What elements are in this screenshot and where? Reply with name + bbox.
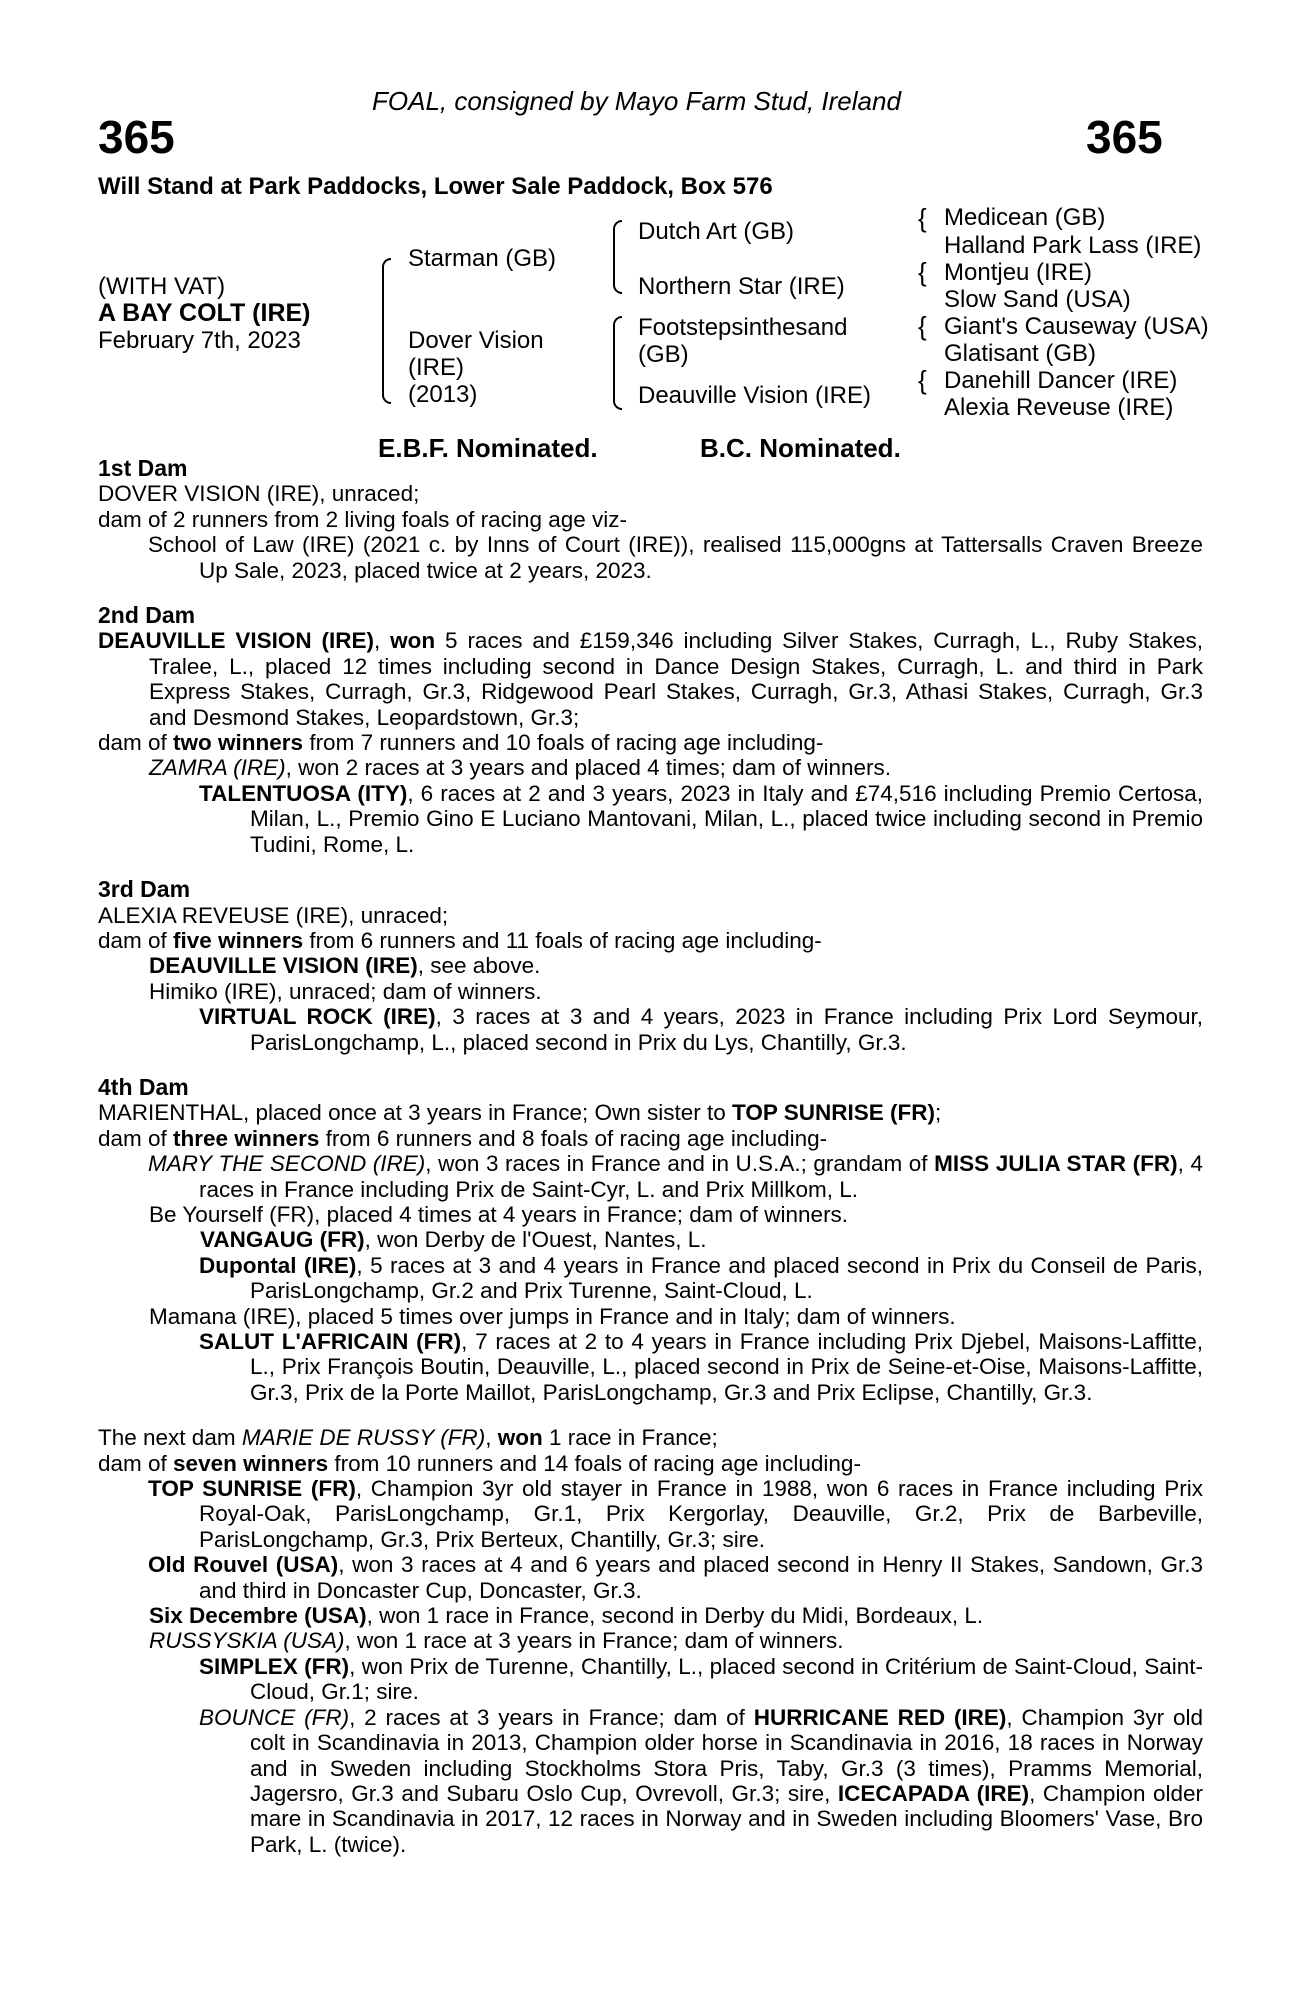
produce-simplex: SIMPLEX (FR), won Prix de Turenne, Chantilly, L., placed second in Critérium de Saint-Cloud, Saint-Cloud, Gr.1; sire. [199, 1653, 1203, 1705]
next-dam-line: The next dam MARIE DE RUSSY (FR), won 1 race in France; [98, 1425, 718, 1451]
dam-name-2: (IRE) [408, 354, 464, 381]
sire-dam-dam: Slow Sand (USA) [944, 286, 1131, 313]
brace-g3-2: { [918, 257, 927, 287]
second-dam-produce: dam of two winners from 7 runners and 10 foals of racing age including- [98, 730, 824, 756]
produce-vangaug: VANGAUG (FR), won Derby de l'Ouest, Nantes, L. [200, 1227, 707, 1253]
dam-name-3: (2013) [408, 381, 478, 408]
produce-talentuosa: TALENTUOSA (ITY), 6 races at 2 and 3 years, 2023 in Italy and £74,516 including Premio Certosa, Milan, L., Premio Gino E Luciano Mantovani, Milan, L., placed twice including second in Premio Tudini, Rome, L. [199, 780, 1203, 857]
next-dam-produce: dam of seven winners from 10 runners and 14 foals of racing age including- [98, 1450, 861, 1476]
brace-main [382, 258, 391, 404]
vat-note: (WITH VAT) [98, 273, 226, 300]
produce-mamana: Mamana (IRE), placed 5 times over jumps in France and in Italy; dam of winners. [149, 1303, 956, 1329]
produce-deauville-vision: DEAUVILLE VISION (IRE), see above. [149, 953, 541, 979]
brace-g3-4: { [918, 365, 927, 395]
produce-russyskia: RUSSYSKIA (USA), won 1 race at 3 years in France; dam of winners. [149, 1628, 844, 1654]
first-dam-produce: dam of 2 runners from 2 living foals of racing age viz- [98, 506, 627, 532]
sire-sire-sire: Medicean (GB) [944, 204, 1106, 231]
produce-zamra: ZAMRA (IRE), won 2 races at 3 years and placed 4 times; dam of winners. [149, 755, 891, 781]
sire-dam: Northern Star (IRE) [638, 273, 845, 300]
fourth-dam-produce: dam of three winners from 6 runners and 8 foals of racing age including- [98, 1125, 828, 1151]
brace-dam [613, 316, 622, 410]
brace-g3-3: { [918, 311, 927, 341]
first-dam-heading: 1st Dam [98, 455, 188, 481]
catalogue-body [98, 456, 1203, 1857]
second-dam-record: DEAUVILLE VISION (IRE), won 5 races and £159,346 including Silver Stakes, Curragh, L., Ruby Stakes, Tralee, L., placed 12 times including second in Dance Design Stakes, Curragh, L. and third in Park Express Stakes, Curragh, Gr.3, Ridgewood Pearl Stakes, Curragh, Gr.3, Athasi Stakes, Curragh, Gr.3 and Desmond Stakes, Leopardstown, Gr.3; [98, 628, 1203, 730]
produce-virtual-rock: VIRTUAL ROCK (IRE), 3 races at 3 and 4 years, 2023 in France including Prix Lord Seymour, ParisLongchamp, L., placed second in Prix du Lys, Chantilly, Gr.3. [199, 1004, 1203, 1055]
dam-dam-sire: Danehill Dancer (IRE) [944, 367, 1178, 394]
third-dam-produce: dam of five winners from 6 runners and 11 foals of racing age including- [98, 927, 822, 953]
lot-number-left: 365 [98, 111, 175, 163]
first-dam-line: DOVER VISION (IRE), unraced; [98, 481, 420, 507]
produce-school-of-law: School of Law (IRE) (2021 c. by Inns of Court (IRE)), realised 115,000gns at Tattersalls Craven Breeze Up Sale, 2023, placed twice at 2 years, 2023. [148, 532, 1203, 583]
produce-be-yourself: Be Yourself (FR), placed 4 times at 4 years in France; dam of winners. [149, 1201, 849, 1227]
third-dam-heading: 3rd Dam [98, 876, 191, 903]
brace-g3-1: { [918, 203, 927, 233]
lot-number-right: 365 [1086, 111, 1163, 163]
produce-salut-lafricain: SALUT L'AFRICAIN (FR), 7 races at 2 to 4 years in France including Prix Djebel, Maisons-Laffitte, L., Prix François Boutin, Deauville, L., placed second in Prix de Seine-et-Oise, Maisons-Laffitte, Gr.3, Prix de la Porte Maillot, ParisLongchamp, Gr.3 and Prix Eclipse, Chantilly, Gr.3. [199, 1329, 1203, 1405]
sire-dam-sire: Montjeu (IRE) [944, 259, 1093, 286]
dam-dam: Deauville Vision (IRE) [638, 382, 871, 409]
fourth-dam-line: MARIENTHAL, placed once at 3 years in France; Own sister to TOP SUNRISE (FR); [98, 1100, 942, 1126]
second-dam-heading: 2nd Dam [98, 602, 196, 629]
produce-himiko: Himiko (IRE), unraced; dam of winners. [149, 978, 542, 1004]
dam-sire-dam: Glatisant (GB) [944, 340, 1097, 367]
produce-old-rouvel: Old Rouvel (USA), won 3 races at 4 and 6 years and placed second in Henry II Stakes, Sandown, Gr.3 and third in Doncaster Cup, Doncaster, Gr.3. [148, 1552, 1203, 1603]
lot-name: A BAY COLT (IRE) [98, 299, 311, 327]
dam-name-1: Dover Vision [408, 327, 544, 354]
stand-location: Will Stand at Park Paddocks, Lower Sale Paddock, Box 576 [98, 173, 773, 200]
dam-dam-dam: Alexia Reveuse (IRE) [944, 394, 1174, 421]
dam-sire-1: Footstepsinthesand [638, 314, 848, 341]
fourth-dam-heading: 4th Dam [98, 1073, 189, 1100]
sire-name: Starman (GB) [408, 245, 557, 272]
ebf-nominated: E.B.F. Nominated. [378, 433, 598, 463]
produce-mary-the-second: MARY THE SECOND (IRE), won 3 races in France and in U.S.A.; grandam of MISS JULIA STAR (FR), 4 races in France including Prix de Saint-Cyr, L. and Prix Millkom, L. [148, 1151, 1203, 1202]
foaling-date: February 7th, 2023 [98, 327, 301, 354]
sire-sire-dam: Halland Park Lass (IRE) [944, 232, 1202, 259]
dam-sire-sire: Giant's Causeway (USA) [944, 313, 1209, 340]
consignment-line: FOAL, consigned by Mayo Farm Stud, Ireland [372, 86, 901, 116]
produce-six-decembre: Six Decembre (USA), won 1 race in France, second in Derby du Midi, Bordeaux, L. [149, 1603, 984, 1629]
dam-sire-2: (GB) [638, 341, 689, 368]
third-dam-line: ALEXIA REVEUSE (IRE), unraced; [98, 902, 449, 928]
produce-top-sunrise: TOP SUNRISE (FR), Champion 3yr old stayer in France in 1988, won 6 races in France including Prix Royal-Oak, ParisLongchamp, Gr.1, Prix Kergorlay, Deauville, Gr.2, Prix de Barbeville, ParisLongchamp, Gr.3, Prix Berteux, Chantilly, Gr.3; sire. [148, 1476, 1203, 1552]
sire-sire: Dutch Art (GB) [638, 218, 795, 245]
produce-dupontal: Dupontal (IRE), 5 races at 3 and 4 years in France and placed second in Prix du Conseil de Paris, ParisLongchamp, Gr.2 and Prix Turenne, Saint-Cloud, L. [199, 1252, 1203, 1304]
bc-nominated: B.C. Nominated. [700, 433, 901, 463]
brace-sire [613, 220, 622, 294]
produce-bounce: BOUNCE (FR), 2 races at 3 years in France; dam of HURRICANE RED (IRE), Champion 3yr old colt in Scandinavia in 2013, Champion older horse in Scandinavia in 2016, 18 races in Norway and in Sweden including Stockholms Stora Pris, Taby, Gr.3 (3 times), Pramms Memorial, Jagersro, Gr.3 and Subaru Oslo Cup, Ovrevoll, Gr.3; sire, ICECAPADA (IRE), Champion older mare in Scandinavia in 2017, 12 races in Norway and in Sweden including Bloomers' Vase, Bro Park, L. (twice). [199, 1704, 1204, 1857]
